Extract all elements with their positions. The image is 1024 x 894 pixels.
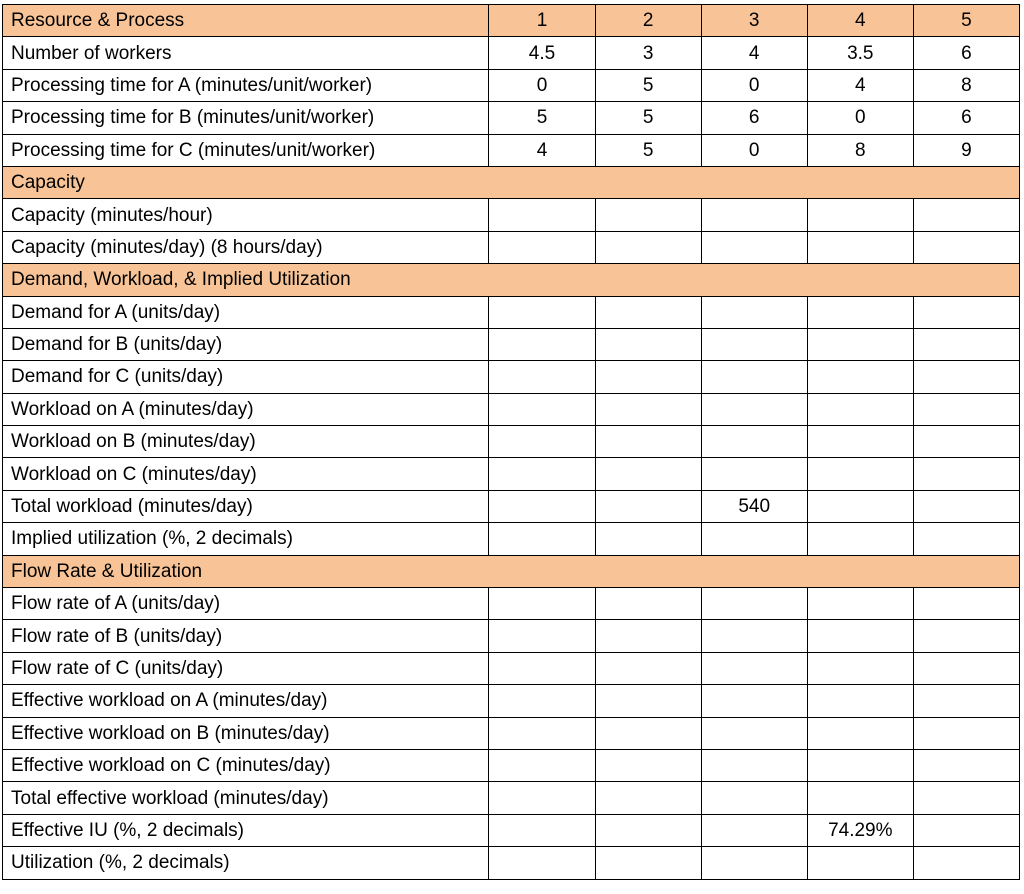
column-header-3: 3 (701, 5, 807, 37)
value-cell[interactable] (807, 490, 913, 522)
value-cell[interactable] (489, 328, 595, 360)
value-cell[interactable] (595, 620, 701, 652)
row-label: Demand for B (units/day) (3, 328, 489, 360)
value-cell[interactable] (595, 361, 701, 393)
value-cell[interactable]: 8 (913, 69, 1019, 101)
section-header-row (3, 166, 1020, 198)
table-row (3, 296, 1020, 328)
value-cell[interactable] (807, 652, 913, 684)
value-cell[interactable]: 0 (807, 102, 913, 134)
value-cell[interactable]: 4 (489, 134, 595, 166)
value-cell[interactable] (701, 652, 807, 684)
row-label: Effective workload on C (minutes/day) (3, 749, 489, 781)
value-cell[interactable] (913, 231, 1019, 263)
value-cell[interactable] (913, 523, 1019, 555)
section-title: Flow Rate & Utilization (3, 555, 1020, 587)
value-cell[interactable] (913, 717, 1019, 749)
row-label: Workload on C (minutes/day) (3, 458, 489, 490)
section-header-row (3, 264, 1020, 296)
value-cell[interactable] (595, 782, 701, 814)
value-cell[interactable] (807, 685, 913, 717)
value-cell[interactable] (701, 620, 807, 652)
section-title: Capacity (3, 166, 1020, 198)
value-cell[interactable] (807, 296, 913, 328)
value-cell[interactable] (595, 458, 701, 490)
value-cell[interactable] (913, 328, 1019, 360)
table-row (3, 231, 1020, 263)
value-cell[interactable] (489, 296, 595, 328)
table-row (3, 199, 1020, 231)
row-label: Demand for C (units/day) (3, 361, 489, 393)
value-cell[interactable] (489, 814, 595, 846)
value-cell[interactable] (807, 620, 913, 652)
value-cell[interactable] (701, 749, 807, 781)
header-label: Resource & Process (3, 5, 489, 37)
table-row (3, 134, 1020, 166)
row-label: Effective IU (%, 2 decimals) (3, 814, 489, 846)
value-cell[interactable]: 5 (595, 134, 701, 166)
row-label: Total workload (minutes/day) (3, 490, 489, 522)
value-cell[interactable] (595, 652, 701, 684)
value-cell[interactable] (807, 847, 913, 879)
table-row (3, 620, 1020, 652)
row-label: Total effective workload (minutes/day) (3, 782, 489, 814)
value-cell[interactable] (489, 361, 595, 393)
table-row (3, 782, 1020, 814)
value-cell[interactable] (595, 296, 701, 328)
value-cell[interactable] (913, 652, 1019, 684)
value-cell[interactable] (595, 749, 701, 781)
value-cell[interactable] (913, 393, 1019, 425)
row-label: Flow rate of A (units/day) (3, 588, 489, 620)
value-cell[interactable] (701, 814, 807, 846)
value-cell[interactable]: 8 (807, 134, 913, 166)
table-row (3, 328, 1020, 360)
value-cell[interactable] (701, 199, 807, 231)
row-label: Implied utilization (%, 2 decimals) (3, 523, 489, 555)
value-cell[interactable] (489, 685, 595, 717)
column-header-2: 2 (595, 5, 701, 37)
value-cell[interactable] (913, 296, 1019, 328)
section-header-row (3, 555, 1020, 587)
table-row (3, 847, 1020, 879)
value-cell[interactable] (701, 231, 807, 263)
value-cell[interactable] (595, 393, 701, 425)
value-cell[interactable]: 6 (913, 37, 1019, 69)
value-cell[interactable] (701, 393, 807, 425)
row-label: Processing time for C (minutes/unit/worker) (3, 134, 489, 166)
row-label: Number of workers (3, 37, 489, 69)
value-cell[interactable]: 9 (913, 134, 1019, 166)
value-cell[interactable] (489, 652, 595, 684)
value-cell[interactable] (701, 523, 807, 555)
value-cell[interactable]: 4 (701, 37, 807, 69)
table-header-row (3, 5, 1020, 37)
section-title: Demand, Workload, & Implied Utilization (3, 264, 1020, 296)
value-cell[interactable] (595, 490, 701, 522)
value-cell[interactable] (701, 685, 807, 717)
value-cell[interactable] (807, 523, 913, 555)
value-cell[interactable] (807, 199, 913, 231)
row-label: Capacity (minutes/hour) (3, 199, 489, 231)
value-cell[interactable] (595, 231, 701, 263)
value-cell[interactable] (489, 847, 595, 879)
value-cell[interactable] (701, 588, 807, 620)
value-cell[interactable] (595, 814, 701, 846)
value-cell[interactable] (913, 685, 1019, 717)
value-cell[interactable] (807, 426, 913, 458)
row-label: Flow rate of C (units/day) (3, 652, 489, 684)
value-cell[interactable] (701, 328, 807, 360)
value-cell[interactable]: 540 (701, 490, 807, 522)
table-row (3, 490, 1020, 522)
value-cell[interactable] (807, 328, 913, 360)
value-cell[interactable]: 5 (595, 102, 701, 134)
value-cell[interactable]: 3.5 (807, 37, 913, 69)
value-cell[interactable] (489, 523, 595, 555)
value-cell[interactable] (913, 814, 1019, 846)
value-cell[interactable] (701, 717, 807, 749)
value-cell[interactable] (489, 588, 595, 620)
value-cell[interactable]: 0 (701, 134, 807, 166)
value-cell[interactable] (913, 490, 1019, 522)
value-cell[interactable] (913, 361, 1019, 393)
value-cell[interactable]: 0 (701, 69, 807, 101)
value-cell[interactable] (913, 588, 1019, 620)
value-cell[interactable] (913, 782, 1019, 814)
value-cell[interactable] (595, 523, 701, 555)
value-cell[interactable] (489, 782, 595, 814)
row-label: Effective workload on A (minutes/day) (3, 685, 489, 717)
row-label: Processing time for B (minutes/unit/worker) (3, 102, 489, 134)
value-cell[interactable]: 5 (489, 102, 595, 134)
value-cell[interactable] (489, 717, 595, 749)
row-label: Effective workload on B (minutes/day) (3, 717, 489, 749)
value-cell[interactable]: 3 (595, 37, 701, 69)
row-label: Capacity (minutes/day) (8 hours/day) (3, 231, 489, 263)
value-cell[interactable] (489, 490, 595, 522)
table-row (3, 361, 1020, 393)
value-cell[interactable] (701, 847, 807, 879)
value-cell[interactable] (595, 847, 701, 879)
table-row (3, 685, 1020, 717)
value-cell[interactable] (701, 296, 807, 328)
value-cell[interactable] (489, 393, 595, 425)
value-cell[interactable] (701, 782, 807, 814)
value-cell[interactable]: 74.29% (807, 814, 913, 846)
table-row (3, 37, 1020, 69)
value-cell[interactable] (807, 717, 913, 749)
value-cell[interactable]: 0 (489, 69, 595, 101)
value-cell[interactable] (595, 685, 701, 717)
table-row (3, 523, 1020, 555)
value-cell[interactable] (807, 393, 913, 425)
value-cell[interactable] (595, 717, 701, 749)
table-row (3, 814, 1020, 846)
row-label: Utilization (%, 2 decimals) (3, 847, 489, 879)
value-cell[interactable] (489, 426, 595, 458)
value-cell[interactable] (489, 458, 595, 490)
value-cell[interactable] (807, 782, 913, 814)
table-row (3, 458, 1020, 490)
value-cell[interactable] (595, 328, 701, 360)
value-cell[interactable] (807, 361, 913, 393)
value-cell[interactable]: 5 (595, 69, 701, 101)
column-header-1: 1 (489, 5, 595, 37)
table-row (3, 69, 1020, 101)
value-cell[interactable] (807, 749, 913, 781)
row-label: Workload on A (minutes/day) (3, 393, 489, 425)
value-cell[interactable] (807, 458, 913, 490)
value-cell[interactable] (913, 749, 1019, 781)
value-cell[interactable] (701, 426, 807, 458)
table-row (3, 749, 1020, 781)
resource-process-table (2, 4, 1020, 880)
column-header-4: 4 (807, 5, 913, 37)
value-cell[interactable] (595, 426, 701, 458)
value-cell[interactable] (807, 231, 913, 263)
value-cell[interactable] (489, 199, 595, 231)
value-cell[interactable] (489, 620, 595, 652)
value-cell[interactable] (595, 199, 701, 231)
value-cell[interactable]: 4.5 (489, 37, 595, 69)
value-cell[interactable] (807, 588, 913, 620)
value-cell[interactable] (701, 458, 807, 490)
value-cell[interactable]: 4 (807, 69, 913, 101)
value-cell[interactable]: 6 (701, 102, 807, 134)
value-cell[interactable] (913, 458, 1019, 490)
value-cell[interactable] (701, 361, 807, 393)
value-cell[interactable] (913, 847, 1019, 879)
value-cell[interactable] (489, 749, 595, 781)
value-cell[interactable] (913, 620, 1019, 652)
column-header-5: 5 (913, 5, 1019, 37)
value-cell[interactable] (489, 231, 595, 263)
table-row (3, 652, 1020, 684)
table-row (3, 102, 1020, 134)
value-cell[interactable] (913, 426, 1019, 458)
table-row (3, 717, 1020, 749)
table-row (3, 588, 1020, 620)
row-label: Flow rate of B (units/day) (3, 620, 489, 652)
table-row (3, 426, 1020, 458)
row-label: Processing time for A (minutes/unit/worker) (3, 69, 489, 101)
row-label: Workload on B (minutes/day) (3, 426, 489, 458)
value-cell[interactable]: 6 (913, 102, 1019, 134)
value-cell[interactable] (913, 199, 1019, 231)
table-row (3, 393, 1020, 425)
value-cell[interactable] (595, 588, 701, 620)
row-label: Demand for A (units/day) (3, 296, 489, 328)
